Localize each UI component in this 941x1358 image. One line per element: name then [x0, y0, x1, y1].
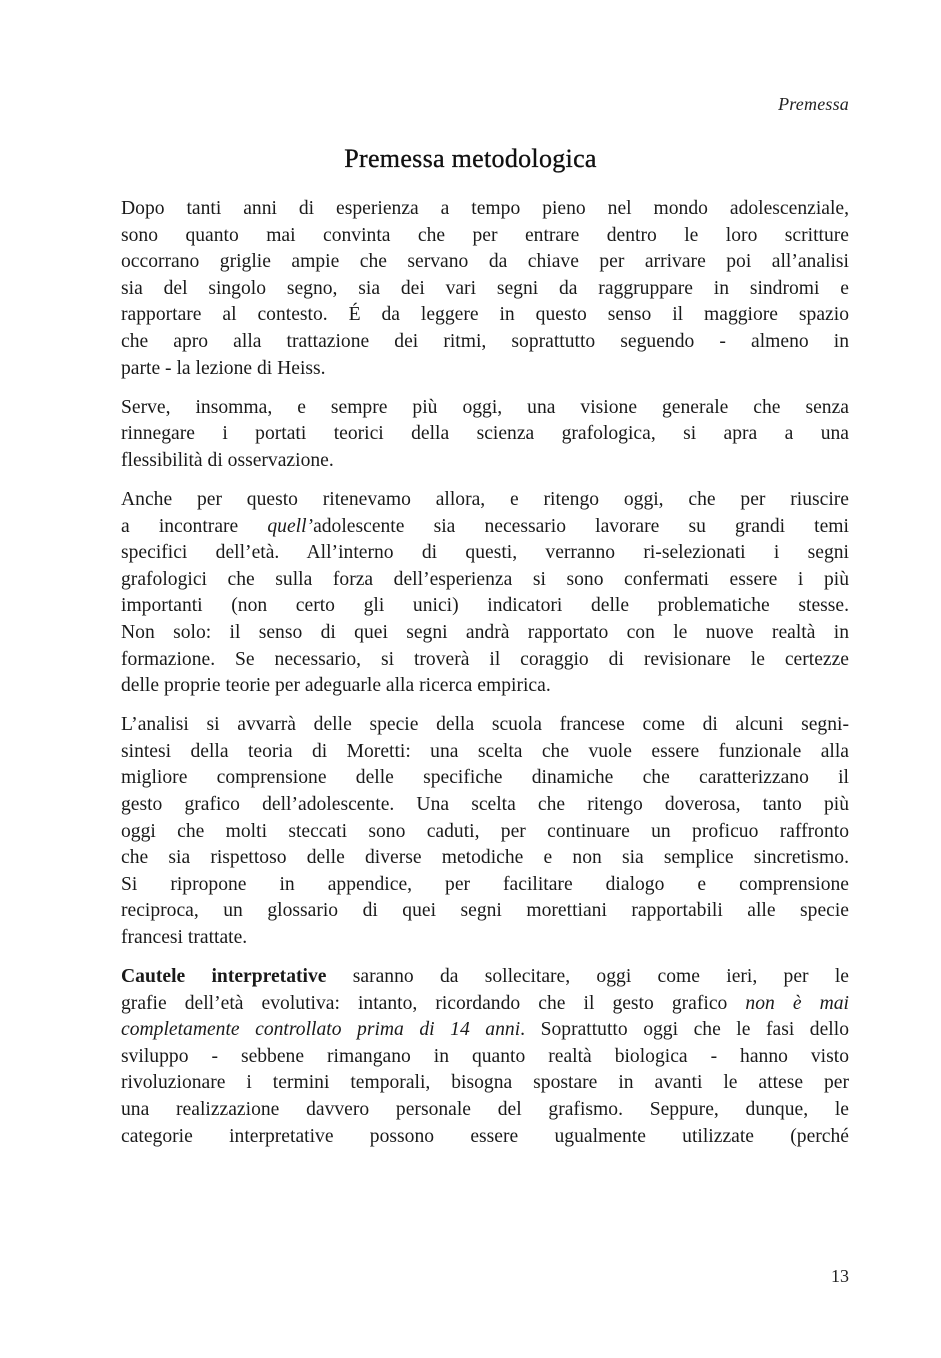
paragraph-1 — [121, 196, 849, 382]
text-line: parte - la lezione di Heiss. — [121, 357, 326, 379]
text-run: . Soprattutto oggi che le fasi dello — [520, 1019, 849, 1041]
text-line: importanti (non certo gli unici) indicatori delle problematiche stesse. — [121, 595, 849, 617]
text-line: Serve, insomma, e sempre più oggi, una visione generale che senza — [121, 396, 849, 418]
text-line: categorie interpretative possono essere ugualmente utilizzate (perché — [121, 1125, 849, 1147]
paragraph-2 — [121, 395, 849, 475]
text-line: sintesi della teoria di Moretti: una scelta che vuole essere funzionale alla — [121, 740, 849, 762]
text-line: sono quanto mai convinta che per entrare dentro le loro scritture — [121, 224, 849, 246]
text-line: Si ripropone in appendice, per facilitare dialogo e comprensione — [121, 873, 849, 895]
text-line — [121, 991, 849, 1018]
text-line: reciproca, un glossario di quei segni morettiani rapportabili alle specie — [121, 900, 849, 922]
text-line: che apro alla trattazione dei ritmi, soprattutto seguendo - almeno in — [121, 330, 849, 352]
text-line: gesto grafico dell’adolescente. Una scelta che ritengo doverosa, tanto più — [121, 793, 849, 815]
text-line — [121, 964, 849, 991]
text-line: occorrano griglie ampie che servano da chiave per arrivare poi all’analisi — [121, 251, 849, 273]
text-line: rinnegare i portati teorici della scienza grafologica, si apra a una — [121, 423, 849, 445]
text-run: adolescente sia necessario lavorare su grandi temi — [313, 515, 849, 537]
text-run: grafie dell’età evolutiva: intanto, ricordando che il gesto grafico — [121, 992, 746, 1014]
text-run: a incontrare — [121, 515, 268, 537]
text-line: Dopo tanti anni di esperienza a tempo pieno nel mondo adolescenziale, — [121, 198, 849, 219]
text-line — [121, 514, 849, 541]
text-line: delle proprie teorie per adeguarle alla ricerca empirica. — [121, 675, 551, 697]
paragraph-4 — [121, 712, 849, 951]
chapter-title: Premessa metodologica — [344, 144, 597, 173]
bold-run: Cautele interpretative — [121, 966, 327, 988]
text-line: sviluppo - sebbene rimangano in quanto realtà biologica - hanno visto — [121, 1045, 849, 1067]
text-line: migliore comprensione delle specifiche dinamiche che caratterizzano il — [121, 767, 849, 789]
italic-run: completamente controllato prima di 14 anni — [121, 1019, 521, 1041]
text-line: che sia rispettoso delle diverse metodiche e non sia semplice sincretismo. — [121, 847, 849, 869]
text-line: francesi trattate. — [121, 926, 248, 948]
running-header: Premessa — [778, 94, 849, 114]
italic-run: quell’ — [267, 515, 314, 537]
paragraph-3 — [121, 487, 849, 700]
text-line: L’analisi si avvarrà delle specie della scuola francese come di alcuni segni- — [121, 714, 849, 736]
text-line — [121, 1017, 849, 1044]
text-line: rivoluzionare i termini temporali, bisogna spostare in avanti le attese per — [121, 1072, 849, 1094]
text-line: specifici dell’età. All’interno di questi, verranno ri-selezionati i segni — [121, 542, 849, 564]
body-text — [121, 196, 849, 1163]
paragraph-5 — [121, 964, 849, 1150]
text-line: rapportare al contesto. É da leggere in questo senso il maggiore spazio — [121, 304, 849, 326]
text-line: Anche per questo ritenevamo allora, e ritengo oggi, che per riuscire — [121, 488, 849, 510]
text-line: sia del singolo segno, sia dei vari segni da raggruppare in sindromi e — [121, 277, 849, 299]
italic-run: non è mai — [745, 992, 849, 1014]
page-number: 13 — [831, 1266, 849, 1286]
text-line: oggi che molti steccati sono caduti, per continuare un proficuo raffronto — [121, 820, 849, 842]
text-line: flessibilità di osservazione. — [121, 449, 334, 471]
text-line: Non solo: il senso di quei segni andrà rapportato con le nuove realtà in — [121, 621, 849, 643]
text-line: una realizzazione davvero personale del grafismo. Seppure, dunque, le — [121, 1099, 849, 1120]
text-line: grafologici che sulla forza dell’esperienza si sono confermati essere i più — [121, 568, 849, 590]
text-line: formazione. Se necessario, si troverà il coraggio di revisionare le certezze — [121, 648, 849, 670]
text-run: saranno da sollecitare, oggi come ieri, per le — [326, 966, 849, 988]
